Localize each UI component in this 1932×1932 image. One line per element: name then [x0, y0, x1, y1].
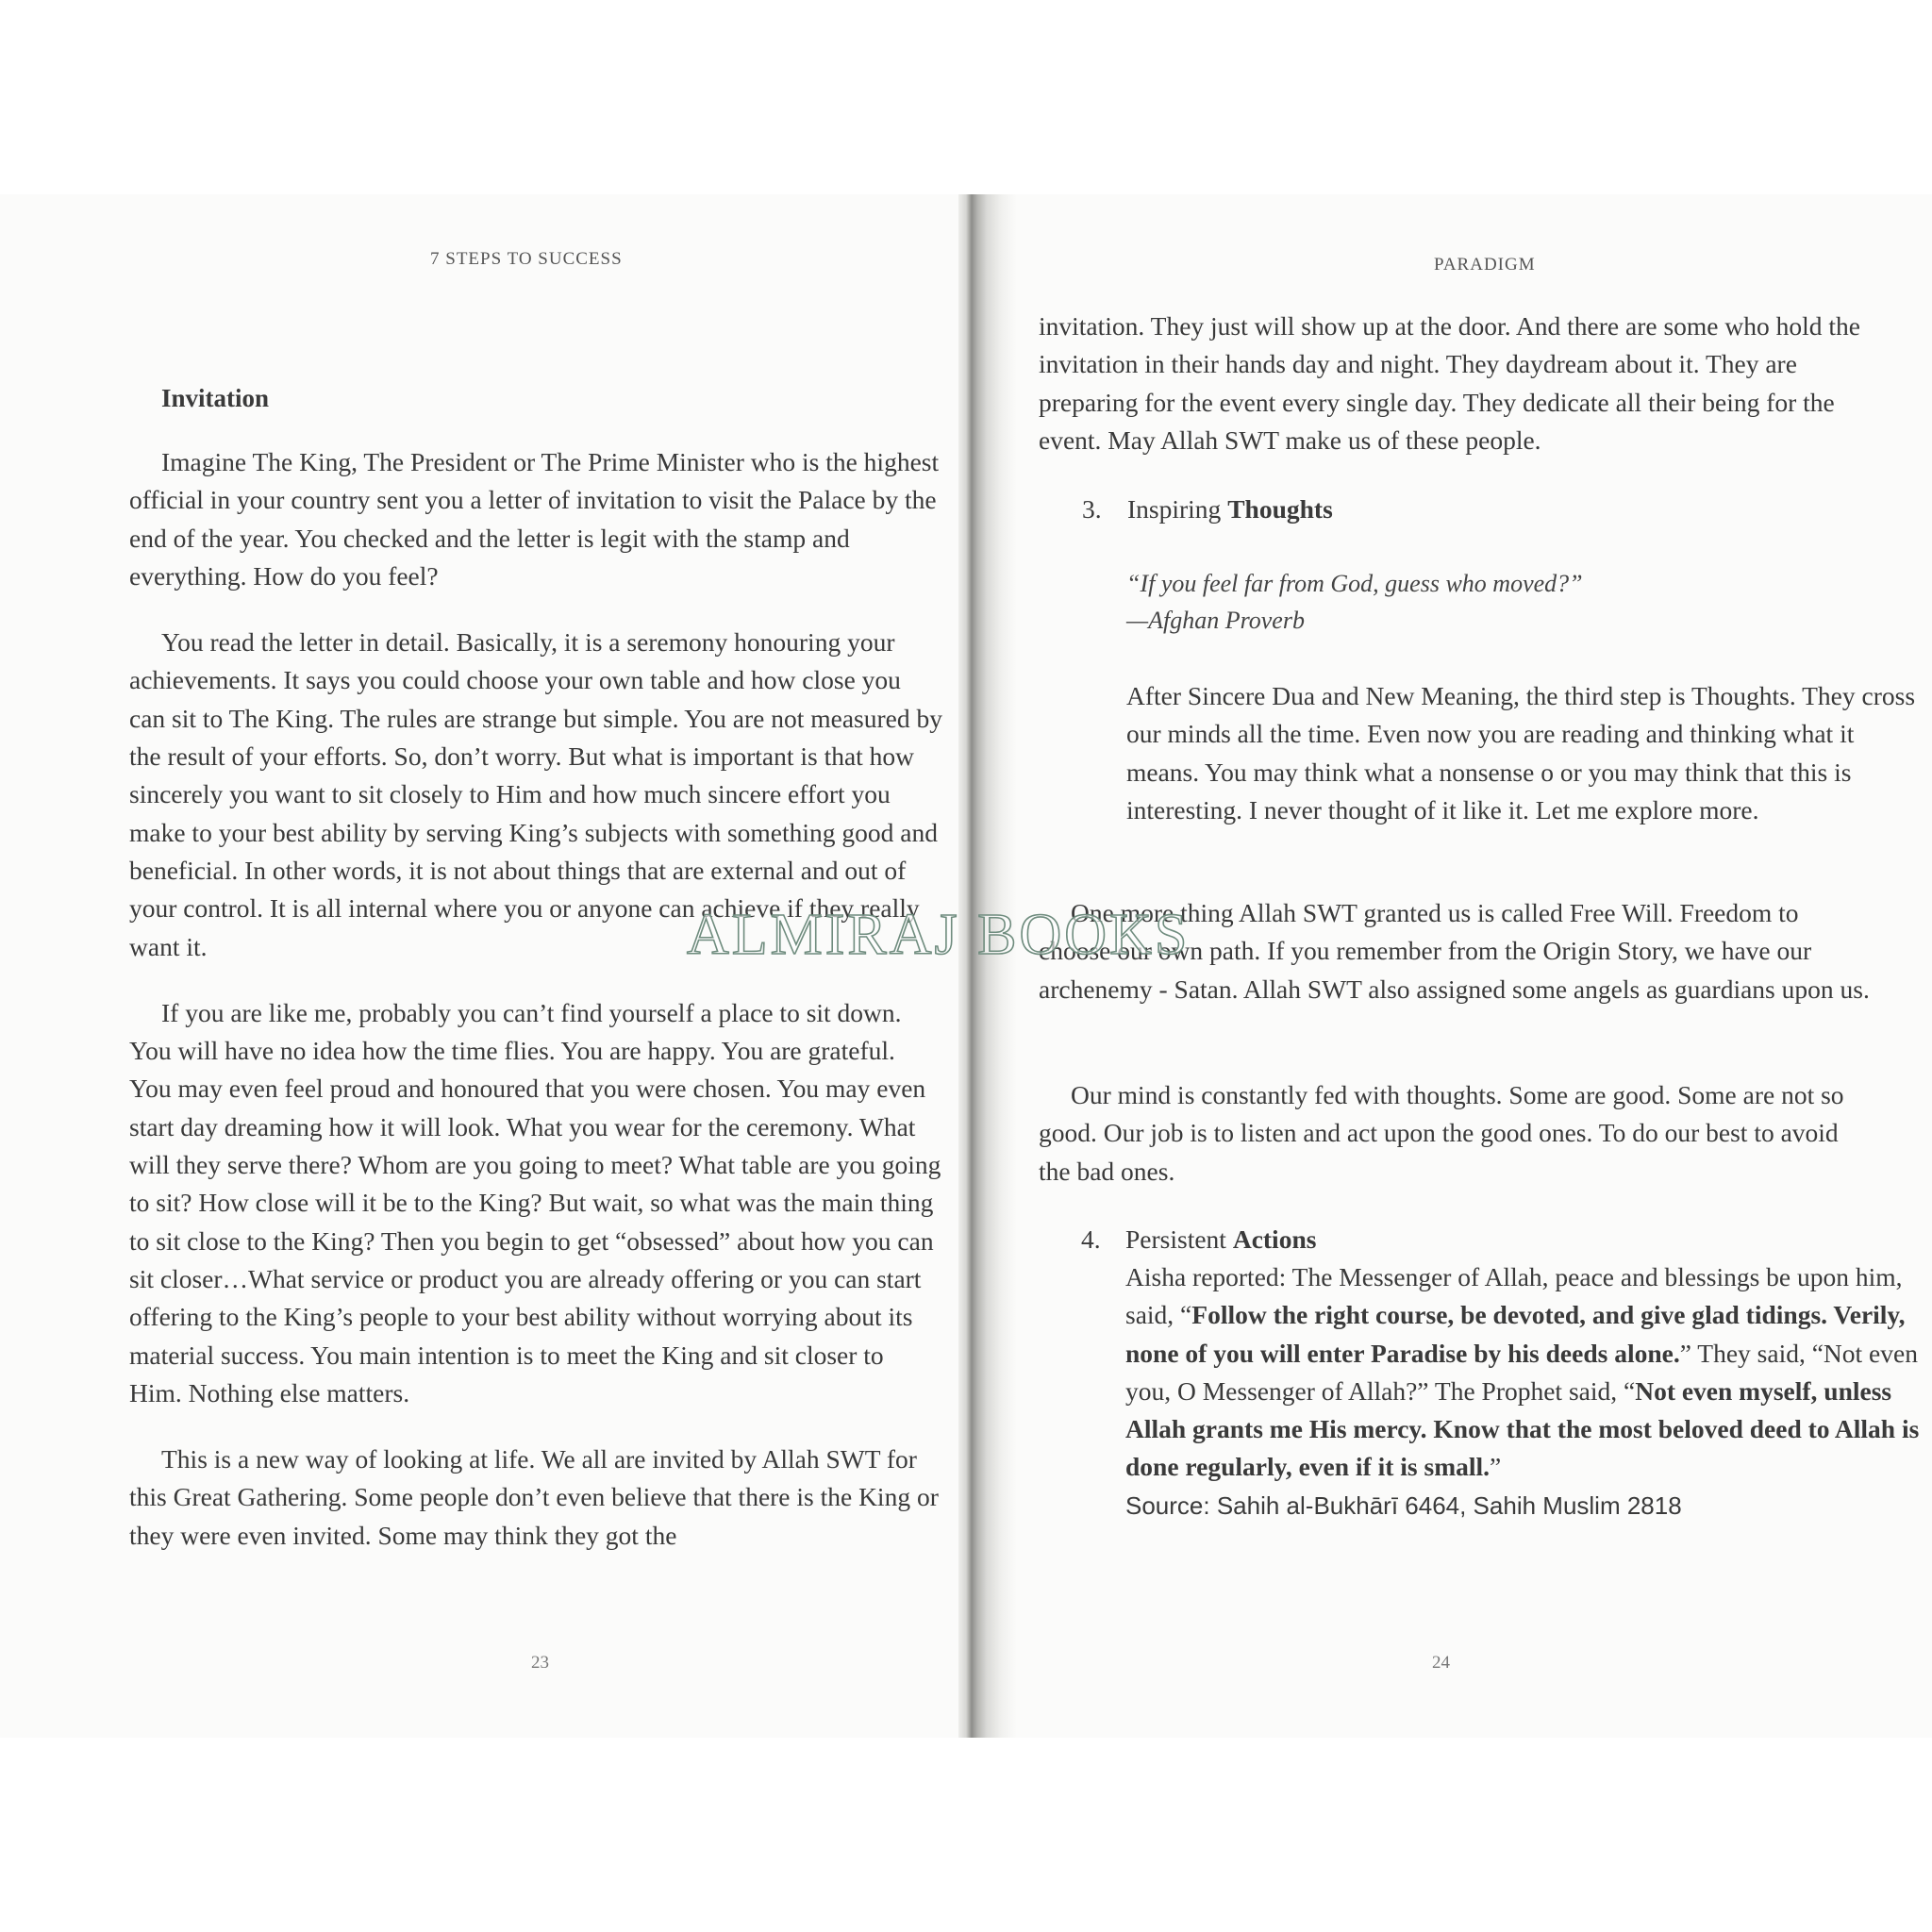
paragraph: Imagine The King, The President or The Prime Minister who is the highest official in your country sent you a letter of invitation to visit the Palace by the end of the year. You checked and the letter is legit with the stamp and everything. How do you feel?	[129, 447, 940, 591]
list-number: 3.	[1082, 494, 1102, 524]
page-number: 23	[531, 1653, 549, 1673]
left-body	[129, 443, 942, 1555]
hadith-text: Aisha reported: The Messenger of Allah, peace and blessings be upon him, said, “Follow the right course, be devoted, and give glad tidings. Verily, none of you will enter Paradise by his deeds alone.” They said, “Not even you, O Messenger of Allah?” The Prophet said, “Not even myself, unless Allah grants me His mercy. Know that the most beloved deed to Allah is done regularly, even if it is small.”	[1125, 1262, 1920, 1482]
paragraph: If you are like me, probably you can’t find yourself a place to sit down. You will have no idea how the time flies. You are happy. You are grateful. You may even feel proud and honoured that you were chosen. You may even start day dreaming how it will look. What you wear for the ceremony. What will they serve there? Whom are you going to meet? What table are you going to sit? How close will it be to the King? But wait, so what was the main thing to sit close to the King? Then you begin to get “obsessed” about how you can sit closer…What service or product you are already offering or you can start offering to the King’s people to your best ability without worrying about its material success. You main intention is to meet the King and sit closer to Him. Nothing else matters.	[129, 997, 941, 1407]
list-item-4	[1081, 1221, 1926, 1524]
item-label: Inspiring	[1127, 494, 1222, 524]
running-head: PARADIGM	[1434, 255, 1536, 275]
mind-paragraph: Our mind is constantly fed with thoughts. Some are good. Some are not so good. Our job is to listen and act upon the good ones. To do our best to avoid the bad ones.	[1039, 1080, 1844, 1186]
running-head: 7 STEPS TO SUCCESS	[430, 249, 623, 269]
hadith-source: Source: Sahih al-Bukhārī 6464, Sahih Muslim 2818	[1125, 1491, 1682, 1520]
watermark: ALMIRAJ BOOKS	[687, 903, 1191, 967]
item-label: Persistent	[1125, 1224, 1226, 1254]
paragraph: This is a new way of looking at life. We all are invited by Allah SWT for this Great Gathering. Some people don’t even believe that there is the King or they were even invited. Some may think they got the	[129, 1444, 939, 1550]
quote-attribution: —Afghan Proverb	[1126, 607, 1305, 634]
hadith-quote-bold: Not even myself, unless Allah grants me His mercy. Know that the most beloved deed to Allah is done regularly, even if it is small.	[1125, 1375, 1920, 1482]
list-number: 4.	[1081, 1224, 1101, 1254]
item-label-bold: Actions	[1232, 1224, 1317, 1254]
continuation-paragraph: invitation. They just will show up at the door. And there are some who hold the invitation in their hands day and night. They daydream about it. They are preparing for the event every single day. They dedicate all their being for the event. May Allah SWT make us of these people.	[1039, 311, 1860, 455]
page-number: 24	[1432, 1653, 1450, 1673]
epigraph	[1126, 565, 1900, 639]
paragraph: You read the letter in detail. Basically, it is a seremony honouring your achievements. It says you could choose your own table and how close you can sit to The King. The rules are strange but simple. You are not measured by the result of your efforts. So, don’t worry. But what is important is that how sincerely you want to sit closely to Him and how much sincere effort you make to your best ability by serving King’s subjects with something good and beneficial. In other words, it is not about things that are external and out of your control. It is all internal where you or anyone can achieve if they really want it.	[129, 627, 942, 961]
item-label-bold: Thoughts	[1227, 494, 1333, 524]
section-heading: Invitation	[161, 384, 270, 412]
quote-text: “If you feel far from God, guess who moved?”	[1126, 570, 1583, 597]
free-will-paragraph: One more thing Allah SWT granted us is called Free Will. Freedom to choose our own path. If you remember from the Origin Story, we have our archenemy - Satan. Allah SWT also assigned some angels as guardians upon us.	[1039, 898, 1870, 1004]
hadith-quote-bold: Follow the right course, be devoted, and give glad tidings. Verily, none of you will enter Paradise by his deeds alone.	[1125, 1300, 1906, 1368]
thoughts-paragraph: After Sincere Dua and New Meaning, the third step is Thoughts. They cross our minds all the time. Even now you are reading and thinking what it means. You may think what a nonsense o or you may think that this is interesting. I never thought of it like it. Let me explore more.	[1126, 681, 1916, 824]
